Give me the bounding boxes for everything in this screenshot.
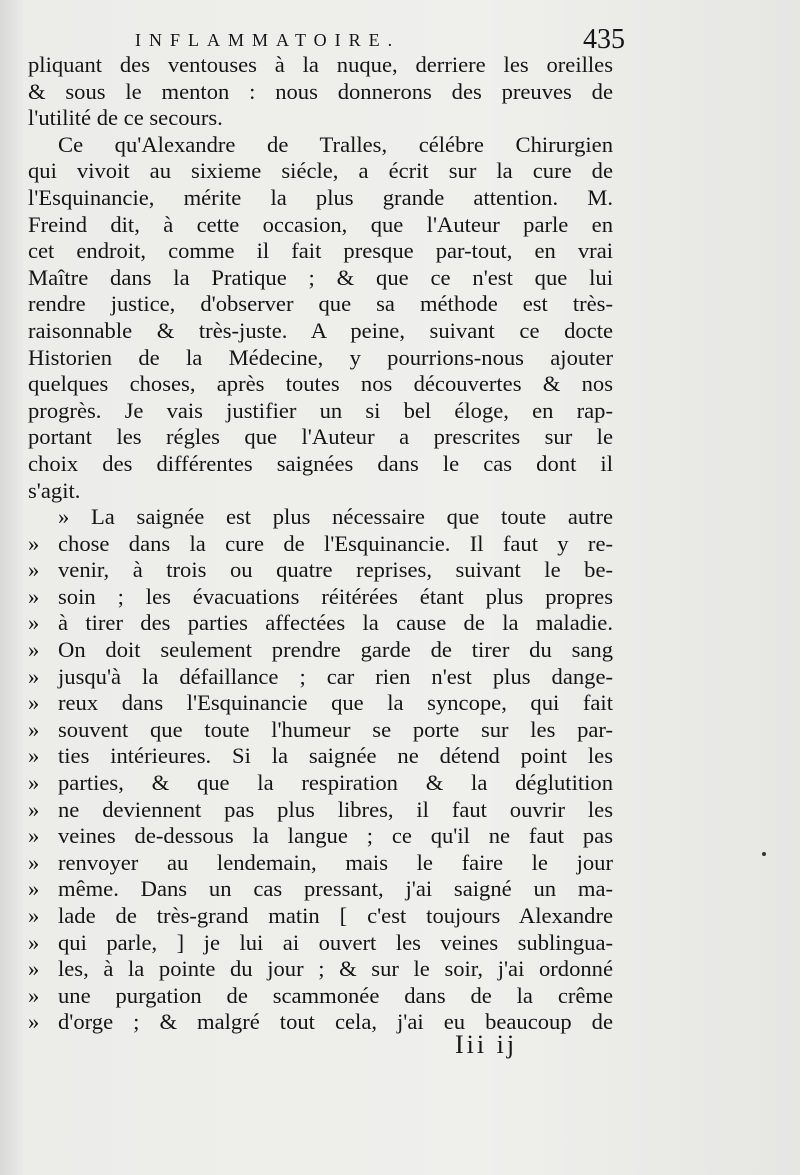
quote-mark: » <box>28 770 40 796</box>
line-text: les, à la pointe du jour ; & sur le soir, j'ai ordonné <box>58 956 613 982</box>
text-line <box>28 398 613 425</box>
line-text: & sous le menton : nous donnerons des preuves de <box>28 78 613 104</box>
text-line <box>28 690 613 717</box>
line-text: qui parle, ] je lui ai ouvert les veines sublingua- <box>58 929 613 955</box>
text-line <box>28 105 613 132</box>
quote-mark: » <box>28 716 40 742</box>
quote-mark: » <box>28 796 40 822</box>
page-header <box>135 24 625 55</box>
quote-mark: » <box>28 583 40 609</box>
text-line <box>28 79 613 106</box>
text-line <box>28 52 613 79</box>
text-line <box>28 371 613 398</box>
line-text: ne deviennent pas plus libres, il faut ouvrir les <box>58 796 613 822</box>
running-head: INFLAMMATOIRE. <box>135 30 401 50</box>
quote-mark: » <box>28 637 40 663</box>
line-text: Ce qu'Alexandre de Tralles, célébre Chirurgien <box>58 131 613 157</box>
line-text: cet endroit, comme il fait presque par-tout, en vrai <box>28 238 613 264</box>
line-text: choix des différentes saignées dans le cas dont il <box>28 450 613 476</box>
quote-mark: » <box>28 1009 40 1035</box>
line-text: Maître dans la Pratique ; & que ce n'est que lui <box>28 264 613 290</box>
quote-mark: » <box>28 690 40 716</box>
line-text: Historien de la Médecine, y pourrions-nous ajouter <box>28 344 613 370</box>
line-text: reux dans l'Esquinancie que la syncope, qui fait <box>58 690 613 716</box>
line-text: progrès. Je vais justifier un si bel éloge, en rap- <box>28 397 613 423</box>
text-line <box>28 717 613 744</box>
text-line <box>28 664 613 691</box>
line-text: à tirer des parties affectées la cause de la maladie. <box>58 610 613 636</box>
text-line <box>28 956 613 983</box>
quote-mark: » <box>28 663 40 689</box>
line-text: qui vivoit au sixieme siécle, a écrit sur la cure de <box>28 158 613 184</box>
text-line <box>28 185 613 212</box>
text-line <box>28 850 613 877</box>
text-line <box>28 903 613 930</box>
text-line <box>28 743 613 770</box>
ink-speck <box>762 852 766 856</box>
text-line <box>28 132 613 159</box>
text-line <box>28 451 613 478</box>
text-line <box>28 478 613 505</box>
quote-mark: » <box>28 530 40 556</box>
text-line <box>28 504 613 531</box>
line-text: jusqu'à la défaillance ; car rien n'est plus dange- <box>58 663 613 689</box>
quote-mark: » <box>28 982 40 1008</box>
line-text: ties intérieures. Si la saignée ne détend point les <box>58 743 613 769</box>
line-text: s'agit. <box>28 477 81 503</box>
body-text <box>28 52 613 1036</box>
line-text: raisonnable & très-juste. A peine, suivant ce docte <box>28 317 613 343</box>
line-text: l'Esquinancie, mérite la plus grande attention. M. <box>28 184 613 210</box>
line-text: pliquant des ventouses à la nuque, derriere les oreilles <box>28 52 613 77</box>
line-text: On doit seulement prendre garde de tirer du sang <box>58 637 613 663</box>
line-text: » La saignée est plus nécessaire que toute autre <box>58 504 613 530</box>
page-number: 435 <box>583 24 625 55</box>
quote-mark: » <box>28 876 40 902</box>
text-line <box>28 531 613 558</box>
line-text: une purgation de scammonée dans de la crême <box>58 982 613 1008</box>
text-line <box>28 1009 613 1036</box>
text-line <box>28 983 613 1010</box>
line-text: même. Dans un cas pressant, j'ai saigné un ma- <box>58 876 613 902</box>
quote-mark: » <box>28 610 40 636</box>
line-text: quelques choses, après toutes nos découvertes & nos <box>28 371 613 397</box>
text-line <box>28 345 613 372</box>
quote-mark: » <box>28 929 40 955</box>
quote-mark: » <box>28 823 40 849</box>
line-text: lade de très-grand matin [ c'est toujours Alexandre <box>58 903 613 928</box>
line-text: parties, & que la respiration & la déglutition <box>58 770 613 796</box>
text-line <box>28 797 613 824</box>
text-line <box>28 584 613 611</box>
text-line <box>28 823 613 850</box>
line-text: soin ; les évacuations réitérées étant plus propres <box>58 583 613 609</box>
signature-mark: Iii ij <box>455 1030 518 1059</box>
line-text: chose dans la cure de l'Esquinancie. Il faut y re- <box>58 530 613 556</box>
line-text: portant les régles que l'Auteur a prescrites sur le <box>28 424 613 450</box>
quote-mark: » <box>28 557 40 583</box>
text-line <box>28 265 613 292</box>
line-text: souvent que toute l'humeur se porte sur les par- <box>58 716 613 742</box>
text-line <box>28 770 613 797</box>
quote-mark: » <box>28 903 40 928</box>
text-line <box>28 158 613 185</box>
text-line <box>28 610 613 637</box>
text-line <box>28 557 613 584</box>
quote-mark: » <box>28 956 40 982</box>
line-text: venir, à trois ou quatre reprises, suivant le be- <box>58 557 613 583</box>
text-line <box>28 424 613 451</box>
line-text: Freind dit, à cette occasion, que l'Auteur parle en <box>28 211 613 237</box>
text-line <box>28 291 613 318</box>
quote-mark: » <box>28 849 40 875</box>
text-line <box>28 930 613 957</box>
text-line <box>28 637 613 664</box>
line-text: rendre justice, d'observer que sa méthode est très- <box>28 291 613 317</box>
text-line <box>28 238 613 265</box>
line-text: renvoyer au lendemain, mais le faire le jour <box>58 849 613 875</box>
quote-mark: » <box>28 743 40 769</box>
line-text: l'utilité de ce secours. <box>28 105 223 131</box>
text-line <box>28 318 613 345</box>
text-line <box>28 212 613 239</box>
line-text: d'orge ; & malgré tout cela, j'ai eu beaucoup de <box>58 1009 613 1035</box>
line-text: veines de-dessous la langue ; ce qu'il ne faut pas <box>58 823 613 849</box>
text-line <box>28 876 613 903</box>
